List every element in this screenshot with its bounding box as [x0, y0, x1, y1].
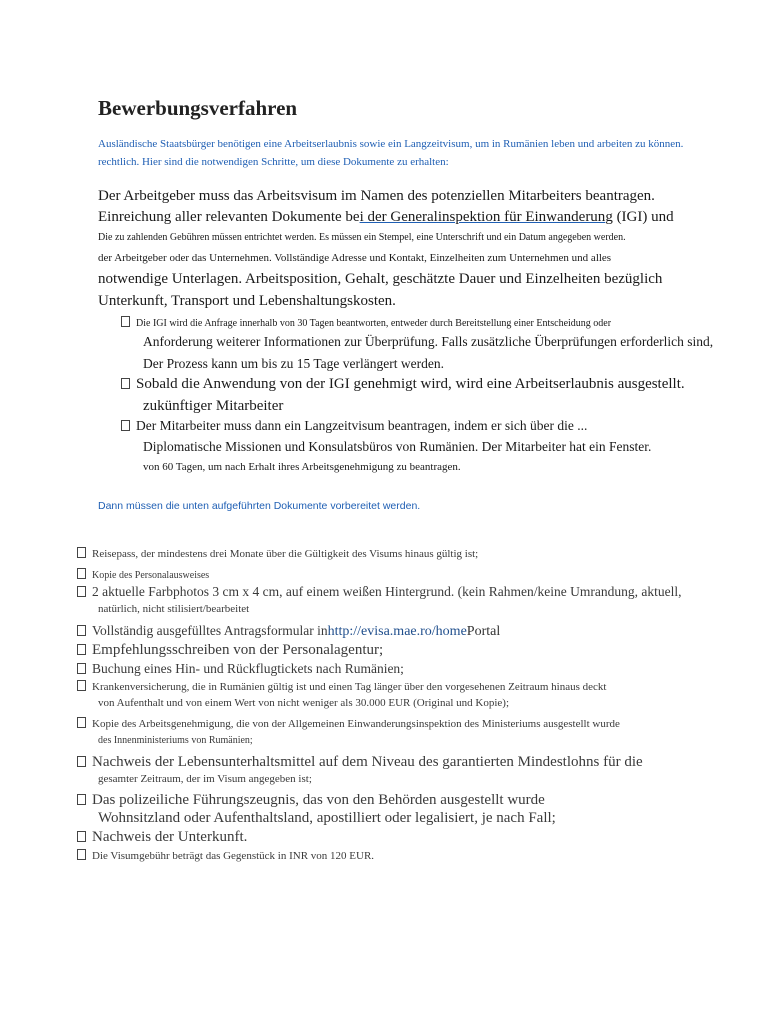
checkbox-icon: [77, 831, 86, 842]
checkbox-icon: [77, 663, 86, 674]
step-line-2: [98, 209, 674, 226]
page-title: Bewerbungsverfahren: [98, 96, 298, 120]
substep-3-line-3: von 60 Tagen, um nach Erhalt ihres Arbeitsgenehmigung zu beantragen.: [143, 461, 461, 473]
step-line-4: der Arbeitgeber oder das Unternehmen. Vollständige Adresse und Kontakt, Einzelheiten zum Unternehmen und alles: [98, 252, 612, 264]
doc-recommendation: Empfehlungsschreiben von der Personalagentur;: [77, 642, 383, 659]
doc-police-line-2: Wohnsitzland oder Aufenthaltsland, apostilliert oder legalisiert, je nach Fall;: [98, 810, 556, 826]
substep-3-line-1: Der Mitarbeiter muss dann ein Langzeitvisum beantragen, indem er sich über die ...: [121, 418, 587, 434]
checkbox-icon: [77, 756, 86, 767]
step-line-2a: Einreichung aller relevanten Dokumente be: [98, 209, 360, 225]
checkbox-icon: [77, 644, 86, 655]
substep-2-line-2: zukünftiger Mitarbeiter: [143, 398, 284, 414]
doc-means-line-2: gesamter Zeitraum, der im Visum angegeben ist;: [98, 773, 312, 785]
substep-1-line-2: Anforderung weiterer Informationen zur Überprüfung. Falls zusätzliche Überprüfungen erforderlich sind,: [143, 334, 714, 349]
doc-accommodation: Nachweis der Unterkunft.: [77, 829, 247, 846]
checkbox-icon: [77, 568, 86, 579]
step-line-2c: g (IGI) und: [605, 209, 674, 225]
doc-means-line-1: Nachweis der Lebensunterhaltsmittel auf dem Niveau des garantierten Mindestlohns für die: [77, 754, 643, 771]
doc-form: Vollständig ausgefülltes Antragsformular inhttp://evisa.mae.ro/homePortal: [77, 623, 500, 640]
doc-tickets: Buchung eines Hin- und Rückflugtickets nach Rumänien;: [77, 661, 404, 677]
doc-photos-line-1: 2 aktuelle Farbphotos 3 cm x 4 cm, auf einem weißen Hintergrund. (kein Rahmen/keine Umrandung, aktuell,: [77, 584, 681, 600]
step-line-1: Der Arbeitgeber muss das Arbeitsvisum im Namen des potenziellen Mitarbeiters beantragen.: [98, 188, 655, 204]
evisa-link[interactable]: http://evisa.mae.ro/home: [327, 624, 467, 639]
step-line-2-underlined: i der Generalinspektion für Einwanderun: [359, 209, 606, 225]
doc-permit-line-2: des Innenministeriums von Rumänien;: [98, 735, 253, 746]
doc-insurance-line-1: Krankenversicherung, die in Rumänien gültig ist und einen Tag länger über den vorgesehenen Zeitraum hinaus deckt: [77, 680, 606, 693]
doc-fee: Die Visumgebühr beträgt das Gegenstück in INR von 120 EUR.: [77, 849, 374, 862]
doc-id-copy: Kopie des Personalausweises: [77, 568, 209, 581]
checkbox-icon: [121, 378, 130, 389]
step-line-6: Unterkunft, Transport und Lebenshaltungskosten.: [98, 293, 396, 309]
checkbox-icon: [77, 547, 86, 558]
step-line-3: Die zu zahlenden Gebühren müssen entrichtet werden. Es müssen ein Stempel, eine Unterschrift und ein Datum angegeben werden.: [98, 232, 626, 243]
substep-1-line-1: Die IGI wird die Anfrage innerhalb von 30 Tagen beantworten, entweder durch Bereitstellung einer Entscheidung oder: [121, 316, 611, 329]
substep-1-line-3: Der Prozess kann um bis zu 15 Tage verlängert werden.: [143, 356, 444, 371]
substep-2-line-1: Sobald die Anwendung von der IGI genehmigt wird, wird eine Arbeitserlaubnis ausgestellt.: [121, 376, 685, 393]
doc-police-line-1: Das polizeiliche Führungszeugnis, das von den Behörden ausgestellt wurde: [77, 792, 545, 809]
checkbox-icon: [77, 625, 86, 636]
checkbox-icon: [77, 717, 86, 728]
doc-photos-line-2: natürlich, nicht stilisiert/bearbeitet: [98, 603, 250, 615]
doc-permit-line-1: Kopie des Arbeitsgenehmigung, die von der Allgemeinen Einwanderungsinspektion des Ministeriums ausgestellt wurde: [77, 717, 620, 730]
checkbox-icon: [77, 586, 86, 597]
intro-line-1: Ausländische Staatsbürger benötigen eine Arbeitserlaubnis sowie ein Langzeitvisum, um in Rumänien leben und arbeiten zu können.: [98, 138, 684, 150]
documents-intro: Dann müssen die unten aufgeführten Dokumente vorbereitet werden.: [98, 500, 421, 512]
doc-passport: Reisepass, der mindestens drei Monate über die Gültigkeit des Visums hinaus gültig ist;: [77, 547, 478, 560]
step-line-5: notwendige Unterlagen. Arbeitsposition, Gehalt, geschätzte Dauer und Einzelheiten bezüglich: [98, 271, 663, 287]
checkbox-icon: [121, 420, 130, 431]
doc-insurance-line-2: von Aufenthalt und von einem Wert von nicht weniger als 30.000 EUR (Original und Kopie);: [98, 697, 510, 709]
checkbox-icon: [77, 794, 86, 805]
checkbox-icon: [77, 849, 86, 860]
checkbox-icon: [77, 680, 86, 691]
checkbox-icon: [121, 316, 130, 327]
substep-3-line-2: Diplomatische Missionen und Konsulatsbüros von Rumänien. Der Mitarbeiter hat ein Fenster.: [143, 439, 652, 454]
intro-line-2: rechtlich. Hier sind die notwendigen Schritte, um diese Dokumente zu erhalten:: [98, 156, 449, 168]
